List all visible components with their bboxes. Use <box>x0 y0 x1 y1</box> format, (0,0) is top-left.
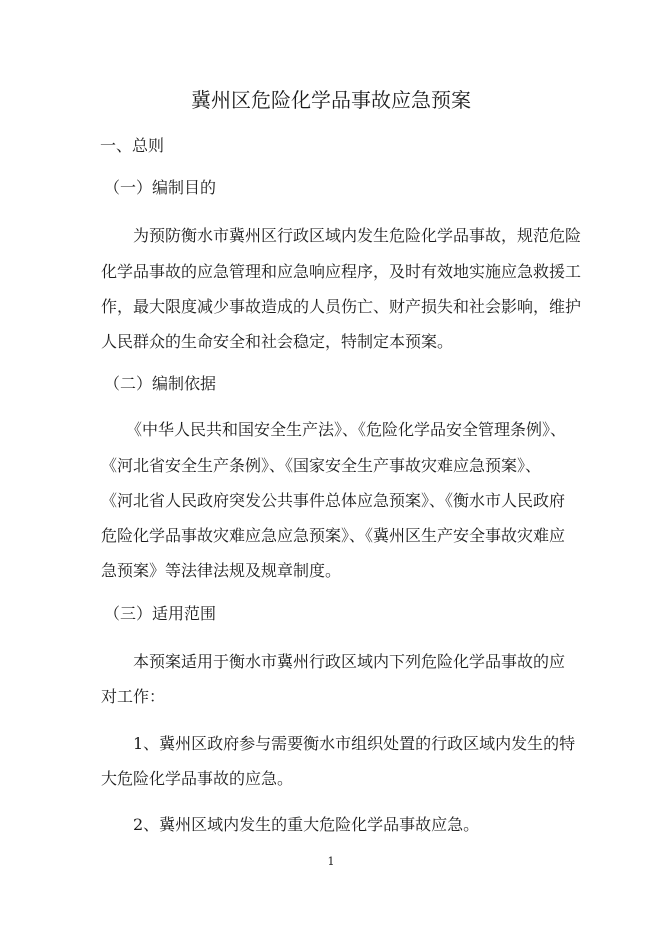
heading-general: 一、总则 <box>100 136 165 155</box>
scope-item-1-line: 大危险化学品事故的应急。 <box>101 769 294 788</box>
scope-item-2-line: 2、冀州区域内发生的重大危险化学品事故应急。 <box>133 815 480 834</box>
page-number: 1 <box>327 855 335 868</box>
purpose-line: 化学品事故的应急管理和应急响应程序，及时有效地实施应急救援工 <box>101 262 582 281</box>
basis-line: 《河北省安全生产条例》、《国家安全生产事故灾难应急预案》、 <box>101 456 542 475</box>
basis-line: 《中华人民共和国安全生产法》、《危险化学品安全管理条例》、 <box>126 420 567 439</box>
basis-line: 《河北省人民政府突发公共事件总体应急预案》、《衡水市人民政府 <box>101 491 566 510</box>
scope-intro-line: 本预案适用于衡水市冀州行政区域内下列危险化学品事故的应 <box>133 652 566 671</box>
purpose-line: 人民群众的生命安全和社会稳定，特制定本预案。 <box>101 332 454 351</box>
section-heading-scope: （三）适用范围 <box>104 604 217 623</box>
basis-line: 危险化学品事故灾难应急应急预案》、《冀州区生产安全事故灾难应 <box>101 526 566 545</box>
section-heading-purpose: （一）编制目的 <box>104 178 217 197</box>
basis-line: 急预案》等法律法规及规章制度。 <box>101 561 342 580</box>
scope-item-1-line: 1、冀州区政府参与需要衡水市组织处置的行政区域内发生的特 <box>133 734 576 753</box>
section-heading-basis: （二）编制依据 <box>104 374 217 393</box>
purpose-line: 为预防衡水市冀州区行政区域内发生危险化学品事故，规范危险 <box>133 226 582 245</box>
scope-intro-line: 对工作： <box>101 687 166 706</box>
document-title: 冀州区危险化学品事故应急预案 <box>191 88 471 112</box>
purpose-line: 作，最大限度减少事故造成的人员伤亡、财产损失和社会影响，维护 <box>101 297 582 316</box>
